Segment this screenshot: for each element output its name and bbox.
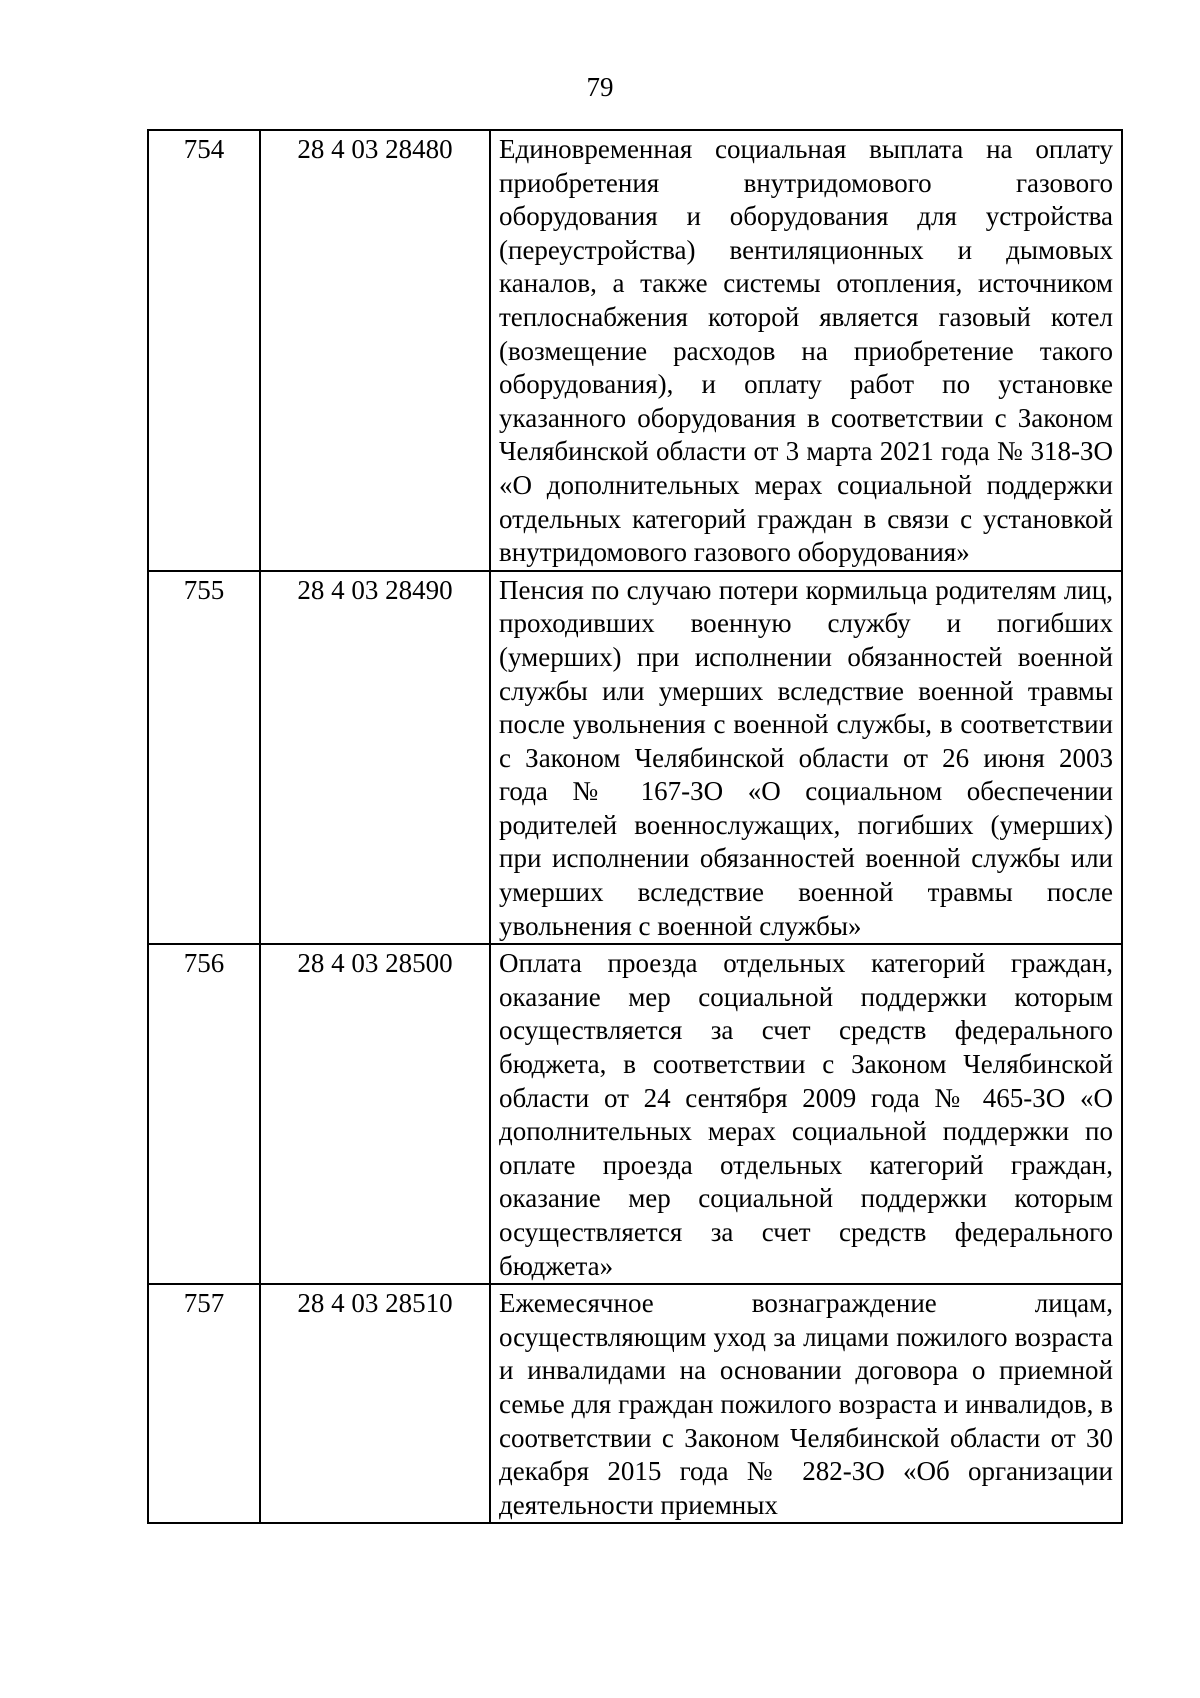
row-code: 28 4 03 28480 <box>260 130 490 571</box>
document-table <box>147 129 1123 1524</box>
row-number: 755 <box>148 571 260 945</box>
row-number: 756 <box>148 944 260 1284</box>
table-row <box>148 130 1122 571</box>
page-number: 79 <box>586 72 614 102</box>
row-number: 754 <box>148 130 260 571</box>
row-code: 28 4 03 28490 <box>260 571 490 945</box>
table-row <box>148 571 1122 945</box>
row-code: 28 4 03 28500 <box>260 944 490 1284</box>
row-description: Единовременная социальная выплата на оплату приобретения внутридомового газового оборудования и оборудования для устройства (переустройства) вентиляционных и дымовых каналов, а также системы отопления, источником теплоснабжения которой является газовый котел (возмещение расходов на приобретение такого оборудования), и оплату работ по установке указанного оборудования в соответствии с Законом Челябинской области от 3 марта 2021 года № 318-ЗО «О дополнительных мерах социальной поддержки отдельных категорий граждан в связи с установкой внутридомового газового оборудования» <box>490 130 1122 571</box>
table-row <box>148 1284 1122 1523</box>
table-row <box>148 944 1122 1284</box>
row-description: Оплата проезда отдельных категорий граждан, оказание мер социальной поддержки которым осуществляется за счет средств федерального бюджета, в соответствии с Законом Челябинской области от 24 сентября 2009 года № 465-ЗО «О дополнительных мерах социальной поддержки по оплате проезда отдельных категорий граждан, оказание мер социальной поддержки которым осуществляется за счет средств федерального бюджета» <box>490 944 1122 1284</box>
row-number: 757 <box>148 1284 260 1523</box>
row-description: Пенсия по случаю потери кормильца родителям лиц, проходивших военную службу и погибших (умерших) при исполнении обязанностей военной службы или умерших вследствие военной травмы после увольнения с военной службы, в соответствии с Законом Челябинской области от 26 июня 2003 года № 167-ЗО «О социальном обеспечении родителей военнослужащих, погибших (умерших) при исполнении обязанностей военной службы или умерших вследствие военной травмы после увольнения с военной службы» <box>490 571 1122 945</box>
row-code: 28 4 03 28510 <box>260 1284 490 1523</box>
row-description: Ежемесячное вознаграждение лицам, осуществляющим уход за лицами пожилого возраста и инвалидами на основании договора о приемной семье для граждан пожилого возраста и инвалидов, в соответствии с Законом Челябинской области от 30 декабря 2015 года № 282-ЗО «Об организации деятельности приемных <box>490 1284 1122 1523</box>
